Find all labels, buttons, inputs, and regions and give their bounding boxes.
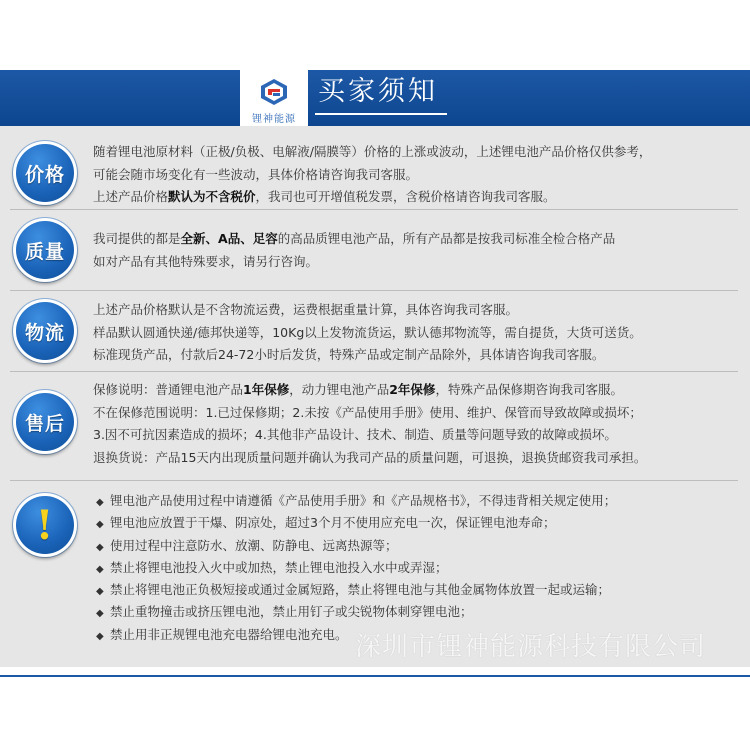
section-text <box>93 228 738 273</box>
section-logistics <box>10 291 738 372</box>
section-text <box>93 379 738 469</box>
text-line <box>93 186 738 209</box>
warning-item <box>96 601 736 623</box>
diamond-bullet-icon: ◆ <box>96 497 104 508</box>
text-segment: 上述产品价格 <box>93 189 169 204</box>
diamond-bullet-icon: ◆ <box>96 541 104 553</box>
text-segment: 保修说明：普通锂电池产品 <box>93 382 244 397</box>
logo-icon <box>259 78 289 106</box>
text-line <box>93 402 738 425</box>
text-line <box>93 141 738 164</box>
text-segment: 样品默认圆通快递/德邦快递等，10Kg以上发物流货运，默认德邦物流等，需自提货，大货可送货。 <box>93 324 642 340</box>
diamond-bullet-icon: ◆ <box>96 630 104 642</box>
text-line <box>93 299 738 322</box>
watermark: 深圳市锂神能源科技有限公司 <box>355 632 707 662</box>
warning-text: 使用过程中注意防水、放潮、防静电、远离热源等； <box>110 537 398 553</box>
text-line <box>93 379 738 402</box>
text-segment: 如对产品有其他特殊要求，请另行咨询。 <box>93 253 319 269</box>
badge-label: 售后 <box>24 412 65 435</box>
company-logo <box>240 70 308 126</box>
badge-label: 物流 <box>24 321 65 344</box>
text-line <box>93 447 738 470</box>
section-price <box>10 136 738 210</box>
bottom-divider <box>0 675 750 677</box>
emphasis-text: 1年保修 <box>243 382 290 397</box>
text-line <box>93 424 738 447</box>
warning-text: 禁止将锂电池投入火中或加热，禁止锂电池投入水中或弄湿； <box>110 559 448 575</box>
text-segment: ，特殊产品保修期咨询我司客服。 <box>435 382 623 397</box>
text-segment: 可能会随市场变化有一些波动，具体价格请咨询我司客服。 <box>93 166 419 182</box>
text-segment: 不在保修范围说明：1.已过保修期；2.未按《产品使用手册》使用、维护、保管而导致故障或损坏； <box>93 404 642 420</box>
text-segment: ，我司也可开增值税发票，含税价格请咨询我司客服。 <box>255 189 556 204</box>
emphasis-text: 全新、A品、足容 <box>180 231 278 246</box>
warning-item <box>96 579 736 601</box>
text-line <box>93 344 738 367</box>
text-segment: 的高品质锂电池产品，所有产品都是按我司标准全检合格产品 <box>277 231 616 246</box>
badge-label: 质量 <box>24 240 65 263</box>
warning-text: 锂电池应放置于干爆、阴凉处，超过3个月不使用应充电一次，保证锂电池寿命； <box>110 515 556 531</box>
text-segment: 标准现货产品，付款后24-72小时后发货，特殊产品或定制产品除外，具体请咨询我司客服。 <box>93 347 605 362</box>
section-quality <box>10 210 738 291</box>
warning-item <box>96 557 736 579</box>
text-segment: 我司提供的都是 <box>93 231 181 246</box>
after-sales-badge <box>13 390 77 454</box>
logo-text: 锂神能源 <box>252 114 296 125</box>
diamond-bullet-icon: ◆ <box>96 519 104 531</box>
warning-text: 禁止将锂电池正负极短接或通过金属短路，禁止将锂电池与其他金属物体放置一起或运输； <box>110 582 611 598</box>
section-text <box>93 141 738 209</box>
text-segment: 3.因不可抗因素造成的损坏；4.其他非产品设计、技术、制造、质量等问题导致的故障或损坏。 <box>93 427 617 442</box>
exclamation-icon: ! <box>35 501 55 549</box>
warning-item <box>96 535 736 557</box>
emphasis-text: 2年保修 <box>389 382 436 397</box>
text-line <box>93 164 738 187</box>
diamond-bullet-icon: ◆ <box>96 563 104 575</box>
section-after-sales <box>10 372 738 481</box>
diamond-bullet-icon: ◆ <box>96 586 104 598</box>
warning-text: 禁止重物撞击或挤压锂电池，禁止用钉子或尖锐物体刺穿锂电池； <box>110 604 473 620</box>
logistics-badge <box>13 299 77 363</box>
section-text <box>93 299 738 367</box>
text-line <box>93 322 738 345</box>
price-badge <box>13 141 77 205</box>
title-underline <box>315 113 447 115</box>
text-segment: 上述产品价格默认是不含物流运费，运费根据重量计算，具体咨询我司客服。 <box>93 302 519 317</box>
text-segment: 随着锂电池原材料（正极/负极、电解液/隔膜等）价格的上涨或波动，上述锂电池产品价格仅供参考， <box>93 144 652 159</box>
diamond-bullet-icon: ◆ <box>96 608 104 620</box>
text-line <box>93 228 738 251</box>
emphasis-text: 默认为不含税价 <box>168 189 256 204</box>
warning-text: 禁止用非正规锂电池充电器给锂电池充电。 <box>110 626 348 642</box>
warning-item <box>96 490 736 512</box>
quality-badge <box>13 218 77 282</box>
text-line <box>93 251 738 274</box>
warning-text: 锂电池产品使用过程中请遵循《产品使用手册》和《产品规格书》，不得违背相关规定使用； <box>110 493 617 508</box>
page-title: 买家须知 <box>318 76 438 107</box>
text-segment: ，动力锂电池产品 <box>289 382 390 397</box>
warning-badge <box>13 493 77 557</box>
warning-item <box>96 512 736 534</box>
text-segment: 退换货说：产品15天内出现质量问题并确认为我司产品的质量问题，可退换，退换货邮资我司承担。 <box>93 449 647 465</box>
badge-label: 价格 <box>24 163 65 186</box>
